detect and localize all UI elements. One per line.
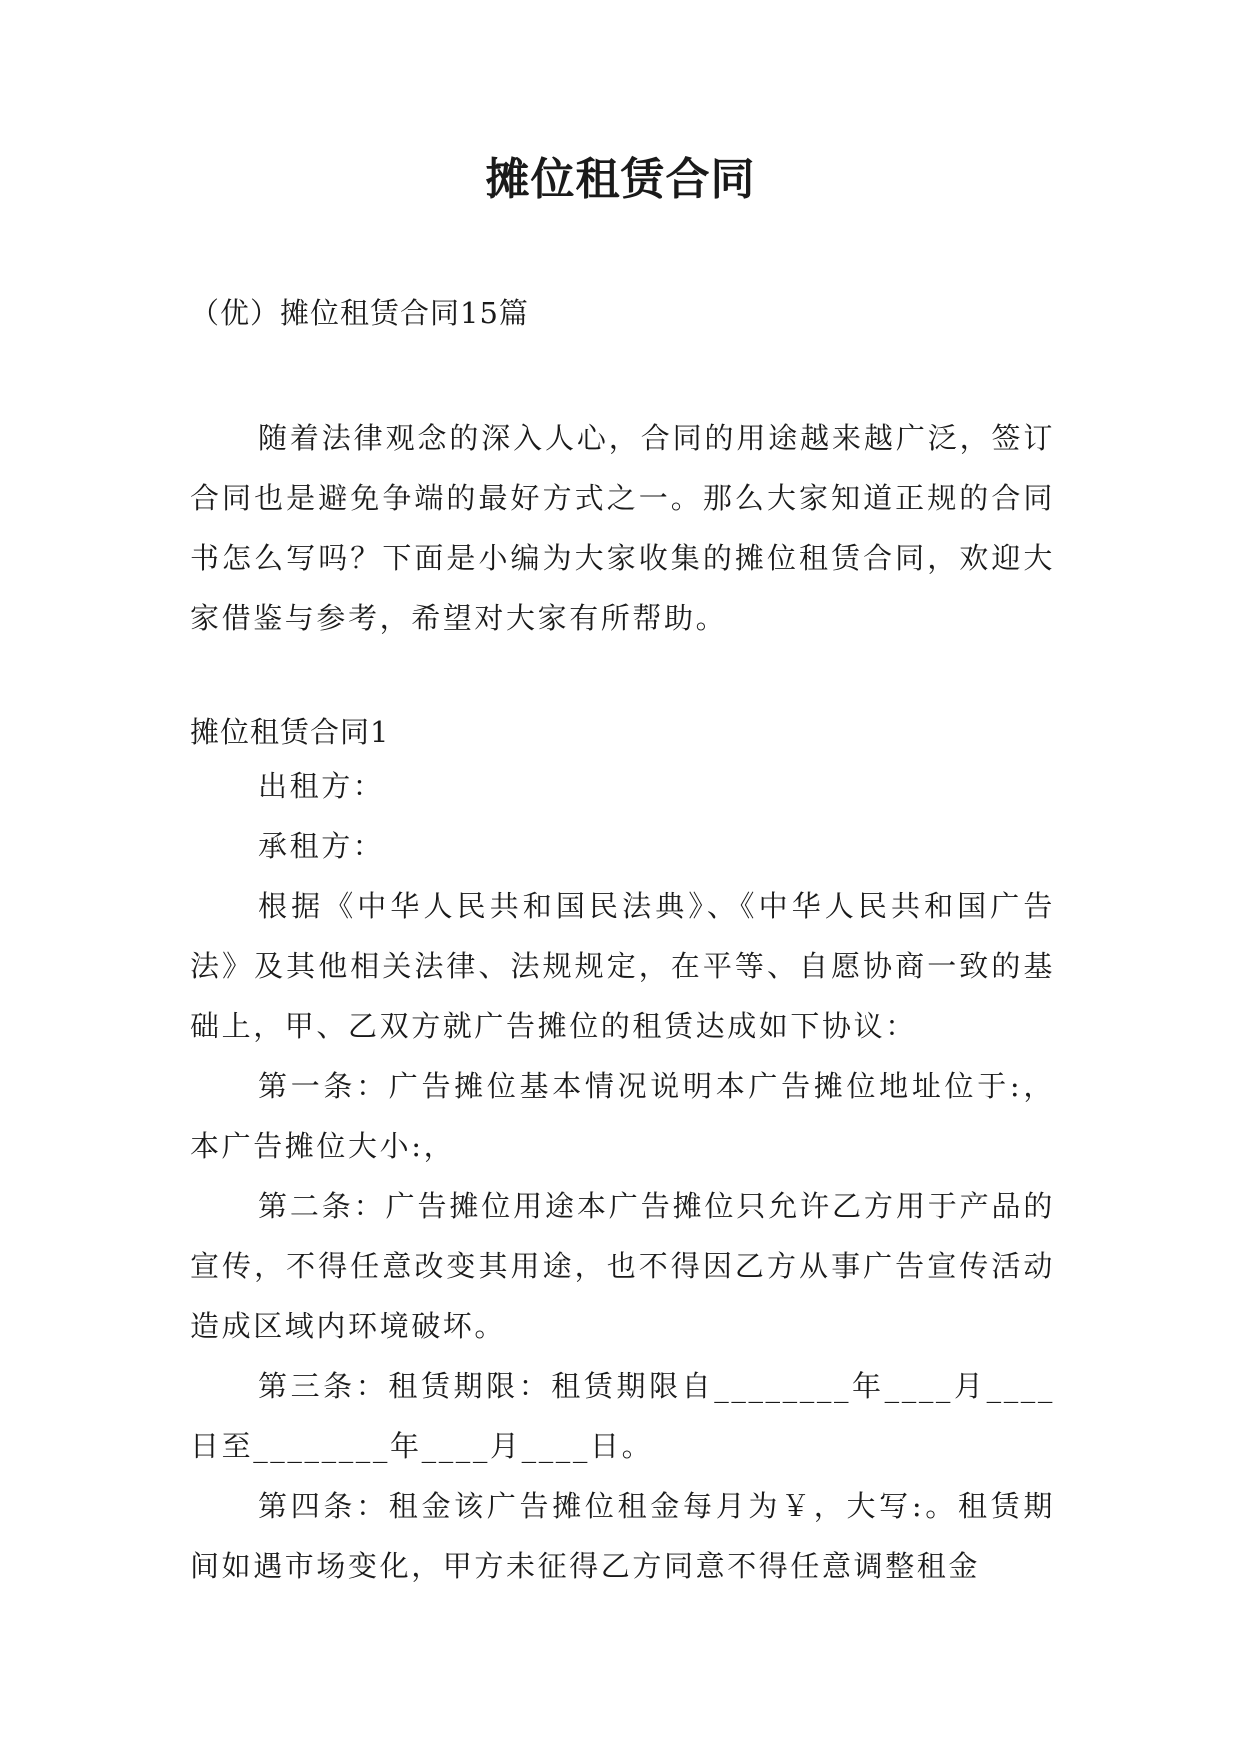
clause-article-2: 第二条：广告摊位用途本广告摊位只允许乙方用于产品的宣传，不得任意改变其用途，也不得因乙方从事广告宣传活动造成区域内环境破坏。 (190, 1189, 1055, 1343)
section-heading: 摊位租赁合同1 (190, 715, 390, 749)
clause-article-4: 第四条：租金该广告摊位租金每月为￥，大写:。租赁期间如遇市场变化，甲方未征得乙方同意不得任意调整租金 (190, 1489, 1055, 1583)
document-subtitle: （优）摊位租赁合同15篇 (190, 296, 529, 330)
document-title: 摊位租赁合同 (485, 154, 756, 205)
contract-body (190, 756, 1055, 1596)
clause-lessee: 承租方： (258, 829, 385, 863)
clause-legal-basis: 根据《中华人民共和国民法典》、《中华人民共和国广告法》及其他相关法律、法规规定，在平等、自愿协商一致的基础上，甲、乙双方就广告摊位的租赁达成如下协议： (190, 889, 1055, 1043)
clause-lessor: 出租方： (258, 769, 385, 803)
clause-article-1: 第一条：广告摊位基本情况说明本广告摊位地址位于:，本广告摊位大小:， (190, 1069, 1055, 1163)
intro-paragraph: 随着法律观念的深入人心，合同的用途越来越广泛，签订合同也是避免争端的最好方式之一。那么大家知道正规的合同书怎么写吗？下面是小编为大家收集的摊位租赁合同，欢迎大家借鉴与参考，希望对大家有所帮助。 (190, 421, 1055, 635)
clause-article-3: 第三条：租赁期限：租赁期限自________年____月____日至________年____月____日。 (190, 1369, 1055, 1463)
